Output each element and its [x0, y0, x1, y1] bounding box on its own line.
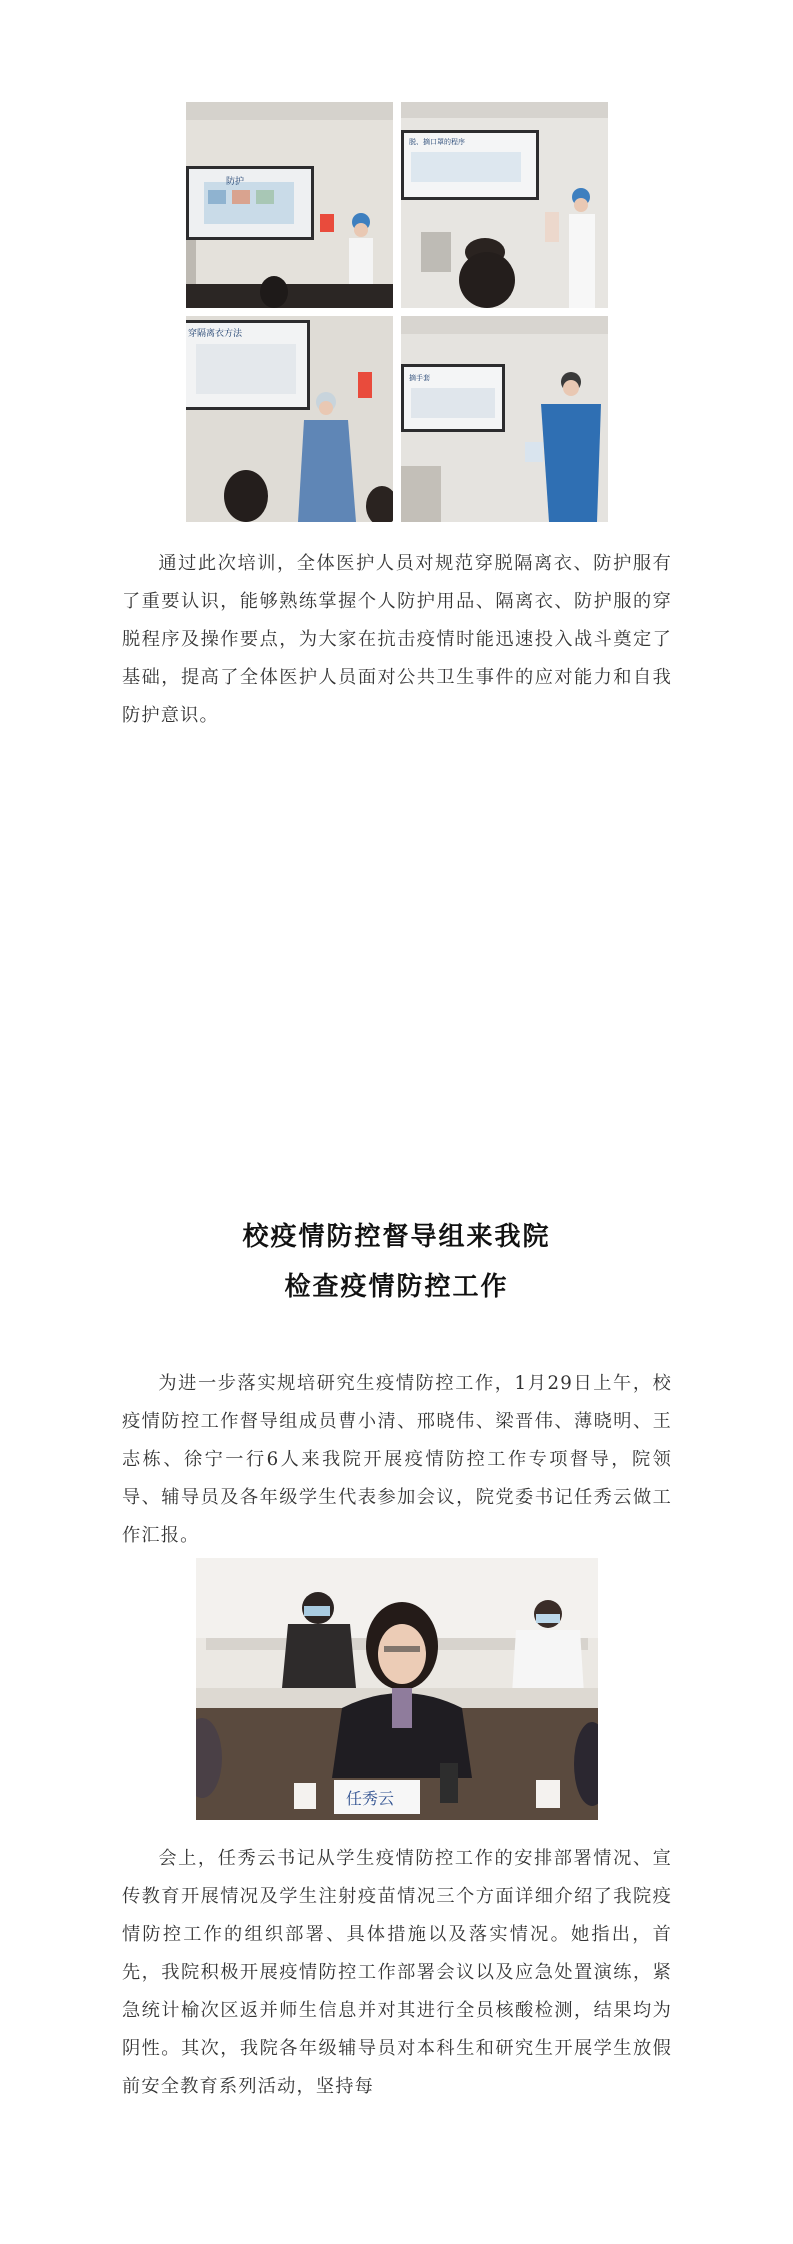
- training-photo-grid: [186, 102, 608, 522]
- name-plate: 任秀云: [346, 1789, 395, 1808]
- slide-title-2: 脱、摘口罩的程序: [409, 138, 465, 146]
- training-photo-3: [186, 316, 393, 522]
- slide-title-4: 摘手套: [409, 374, 430, 382]
- meeting-photo: [196, 1558, 598, 1820]
- training-photo-2: [401, 102, 608, 308]
- training-photo-1: [186, 102, 393, 308]
- training-photo-4: [401, 316, 608, 522]
- article2-title-line-1: 校疫情防控督导组来我院: [242, 1222, 551, 1252]
- slide-title-3: 穿隔离衣方法: [188, 329, 243, 339]
- article2-paragraph-1: 为进一步落实规培研究生疫情防控工作，1月29日上午，校疫情防控工作督导组成员曹小清、邢晓伟、梁晋伟、薄晓明、王志栋、徐宁一行6人来我院开展疫情防控工作专项督导，院领导、辅导员及各年级学生代表参加会议，院党委书记任秀云做工作汇报。: [122, 1373, 672, 1546]
- article1-paragraph: 通过此次培训，全体医护人员对规范穿脱隔离衣、防护服有了重要认识，能够熟练掌握个人防护用品、隔离衣、防护服的穿脱程序及操作要点，为大家在抗击疫情时能迅速投入战斗奠定了基础，提高了全体医护人员面对公共卫生事件的应对能力和自我防护意识。: [122, 553, 672, 726]
- article2-paragraph-2: 会上，任秀云书记从学生疫情防控工作的安排部署情况、宣传教育开展情况及学生注射疫苗情况三个方面详细介绍了我院疫情防控工作的组织部署、具体措施以及落实情况。她指出，首先，我院积极开展疫情防控工作部署会议以及应急处置演练，紧急统计榆次区返并师生信息并对其进行全员核酸检测，结果均为阴性。其次，我院各年级辅导员对本科生和研究生开展学生放假前安全教育系列活动，坚持每: [122, 1848, 672, 2097]
- article2-title-line-2: 检查疫情防控工作: [284, 1272, 509, 1302]
- slide-title-1: 防护: [226, 177, 245, 187]
